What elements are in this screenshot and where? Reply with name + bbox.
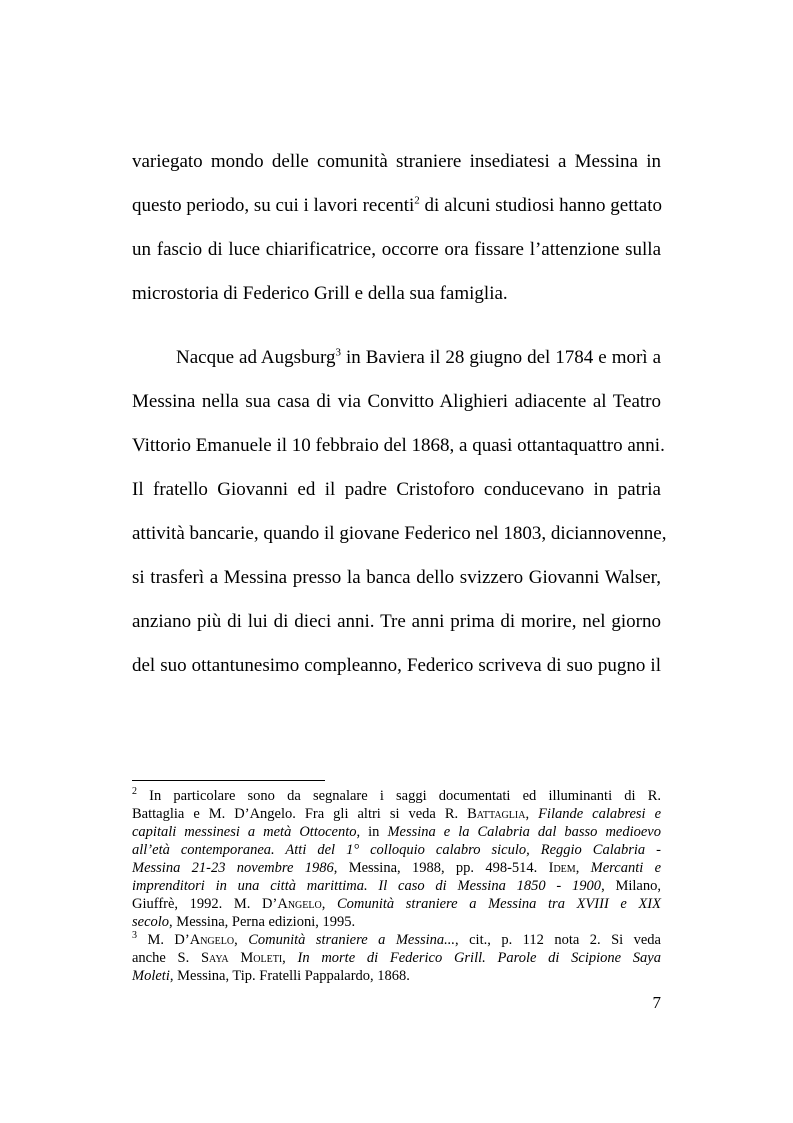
footnote-line: Battaglia e M. D’Angelo. Fra gli altri si veda R. Battaglia, Filande calabresi e [132,806,662,822]
text-line: un fascio di luce chiarificatrice, occorre ora fissare l’attenzione sulla [132,239,661,260]
footnote-line: capitali messinesi a metà Ottocento, in Messina e la Calabria dal basso medioevo [132,824,661,840]
footnote-separator [132,780,325,781]
paragraph-2 [132,346,667,677]
paragraph-1 [132,151,661,305]
text-line: questo periodo, su cui i lavori recenti$^2$ di alcuni studiosi hanno gettato [132,194,663,216]
footnote-line: $^3$ M. D’Angelo, Comunità straniere a Messina..., cit., p. 112 nota 2. Si veda [132,930,661,948]
footnote-line: Messina 21-23 novembre 1986, Messina, 1988, pp. 498-514. Idem, Mercanti e [132,860,662,876]
footnote-2 [132,787,661,931]
text-line: si trasferì a Messina presso la banca dello svizzero Giovanni Walser, [132,567,661,588]
footnote-line: Moleti, Messina, Tip. Fratelli Pappalardo, 1868. [132,968,410,984]
text-line: del suo ottantunesimo compleanno, Federico scriveva di suo pugno il [132,655,661,676]
footnote-number: 3 [132,930,137,942]
footnotes [132,787,661,985]
text-line: Vittorio Emanuele il 10 febbraio del 1868, a quasi ottantaquattro anni. [132,435,665,456]
text-line: attività bancarie, quando il giovane Federico nel 1803, diciannovenne, [132,523,667,544]
footnote-number: 2 [132,786,137,798]
footnote-line: $^2$ In particolare sono da segnalare i saggi documentati ed illuminanti di R. [132,786,661,804]
footnote-3 [132,931,661,985]
text-line: variegato mondo delle comunità straniere insediatesi a Messina in [132,151,661,172]
text-line: microstoria di Federico Grill e della sua famiglia. [132,283,508,304]
text-line: Messina nella sua casa di via Convitto Alighieri adiacente al Teatro [132,391,661,412]
footnote-line: secolo, Messina, Perna edizioni, 1995. [132,914,356,930]
footnote-line: anche S. Saya Moleti, In morte di Federico Grill. Parole di Scipione Saya [132,950,661,966]
footnote-line: Giuffrè, 1992. M. D’Angelo, Comunità straniere a Messina tra XVIII e XIX [132,896,661,912]
text-line: Il fratello Giovanni ed il padre Cristoforo conducevano in patria [132,479,661,500]
footnote-ref-2[interactable]: 2 [414,194,420,207]
text-line: anziano più di lui di dieci anni. Tre anni prima di morire, nel giorno [132,611,661,632]
footnote-ref-3[interactable]: 3 [335,346,341,359]
footnote-line: imprenditori in una città marittima. Il caso di Messina 1850 - 1900, Milano, [132,878,661,894]
page-number: 7 [652,993,661,1012]
text-line: Nacque ad Augsburg$^3$ in Baviera il 28 giugno del 1784 e morì a [176,346,661,368]
footnote-line: all’età contemporanea. Atti del 1° colloquio calabro siculo, Reggio Calabria - [132,842,661,858]
